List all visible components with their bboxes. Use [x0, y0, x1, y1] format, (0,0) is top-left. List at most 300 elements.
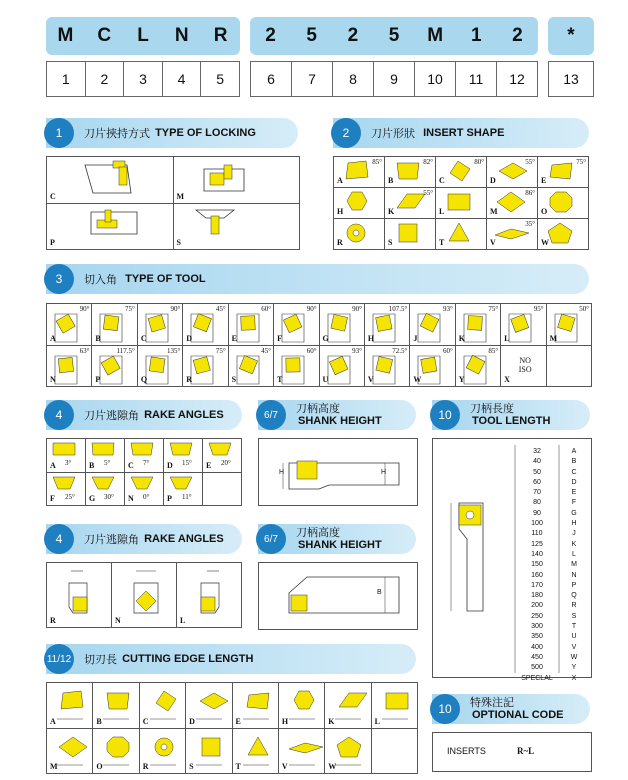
code-char: M — [427, 25, 444, 46]
length-value: 500 — [531, 664, 543, 672]
length-value: 50 — [533, 468, 541, 476]
cell-label: C — [439, 176, 445, 185]
angle-label: 5° — [104, 459, 111, 467]
positions-row-3 — [548, 61, 594, 97]
cell-label: D — [167, 460, 173, 470]
badge: 6/7 — [256, 524, 286, 554]
title-en: SHANK HEIGHT — [298, 415, 382, 427]
cell-label: S — [388, 238, 393, 247]
header-shank1 — [258, 400, 416, 430]
cell-label: Q — [140, 375, 148, 384]
length-value: 300 — [531, 623, 543, 631]
cell-label: S — [189, 762, 194, 771]
tool-grid — [46, 303, 592, 387]
badge: 10 — [430, 694, 460, 724]
tool-cell — [456, 346, 501, 388]
length-value: 400 — [531, 643, 543, 651]
cell-label: L — [439, 207, 445, 216]
shank-width-diagram — [259, 563, 419, 631]
cell-label: M — [490, 207, 498, 216]
badge: 10 — [430, 400, 460, 430]
cutting-cell — [233, 683, 279, 729]
cell-label: E — [206, 460, 212, 470]
title-cn: 切入角 — [84, 274, 117, 286]
angle-label: 60° — [306, 346, 317, 355]
length-letter: T — [571, 623, 577, 631]
length-letter: A — [571, 448, 577, 455]
cell-label: C — [142, 716, 149, 726]
title-en: SHANK HEIGHT — [298, 539, 382, 551]
cell-label: B — [96, 716, 102, 726]
angle-label: 3° — [65, 459, 72, 467]
shape-cell — [385, 157, 436, 188]
shape-cell — [436, 219, 487, 250]
cell-label: D — [490, 176, 496, 185]
cell-label: B — [388, 176, 394, 185]
shape-cell — [487, 157, 538, 188]
cell-label: F — [50, 494, 55, 503]
shank-b-label: B — [377, 589, 382, 596]
angle-label: 72.5° — [392, 346, 408, 355]
rake-direction-cell: R — [47, 563, 112, 628]
tool-cell — [183, 346, 228, 388]
rake-cell — [164, 473, 203, 507]
length-letter: C — [571, 468, 577, 476]
length-letter: X — [571, 674, 577, 682]
code-char: 2 — [265, 25, 276, 46]
badge: 4 — [44, 400, 74, 430]
length-letter: N — [571, 571, 577, 579]
title-en: TOOL LENGTH — [472, 415, 551, 427]
cell-label: V — [490, 238, 496, 247]
cutting-cell — [325, 683, 371, 729]
length-letter: Y — [571, 664, 577, 672]
angle-label: 90° — [170, 305, 181, 313]
cell-label: S — [231, 375, 237, 384]
cutting-cell — [325, 729, 371, 775]
shape-cell — [487, 219, 538, 250]
cell-label: R — [142, 762, 149, 771]
code-letter: N — [174, 25, 189, 46]
code-letters — [46, 17, 240, 55]
angle-label: 55° — [525, 158, 535, 166]
cell-label: T — [235, 762, 241, 771]
cell-label: E — [235, 716, 241, 726]
shape-grid — [333, 156, 589, 250]
position: 10 — [415, 62, 456, 96]
header-rake1 — [46, 400, 242, 430]
tool-cell — [501, 346, 546, 388]
length-letter: M — [571, 561, 577, 569]
position: 3 — [124, 62, 163, 96]
angle-label: 35° — [525, 220, 535, 228]
code-letter: C — [97, 25, 112, 46]
position: 7 — [292, 62, 333, 96]
cell-label: D — [186, 333, 193, 343]
cell-label: G — [322, 333, 329, 343]
clamp-c-diagram — [47, 157, 174, 204]
length-value: 170 — [531, 581, 543, 589]
cell-label: L — [504, 333, 510, 343]
angle-label: 90° — [352, 305, 362, 313]
tool-cell — [92, 346, 137, 388]
title-cn: 切刃長 — [84, 654, 117, 666]
cell-label: J — [413, 333, 418, 343]
angle-label: 60° — [442, 346, 453, 355]
rake-cell — [86, 473, 125, 507]
code-char: 5 — [388, 25, 400, 46]
code-star: * — [548, 17, 594, 55]
tool-cell — [47, 304, 92, 346]
header-toollen — [432, 400, 590, 430]
cell-label: Y — [458, 375, 465, 384]
length-value: 60 — [533, 478, 541, 486]
cutting-cell — [186, 729, 232, 775]
tool-cell — [274, 304, 319, 346]
title-en: TYPE OF TOOL — [125, 273, 206, 285]
cell-label: V — [281, 762, 288, 771]
cell-label: O — [541, 207, 548, 216]
length-letter: K — [571, 540, 577, 548]
cell-label: H — [337, 207, 344, 216]
length-value: 70 — [533, 489, 541, 497]
title-cn: 刀片形狀 — [371, 128, 415, 140]
cell-label: A — [50, 460, 56, 470]
locking-cell: P — [47, 204, 174, 251]
length-value: 250 — [531, 612, 543, 620]
cell-label: O — [96, 762, 103, 771]
tool-cell — [183, 304, 228, 346]
title-cn: 刀柄長度 — [470, 403, 514, 415]
cell-label: W — [541, 238, 549, 247]
cell-label: U — [322, 375, 329, 384]
cell-label: A — [50, 333, 56, 343]
length-value: 150 — [531, 561, 543, 569]
cell-label: N — [128, 494, 134, 503]
tool-cell-empty — [547, 346, 592, 388]
length-list — [517, 447, 557, 684]
clamp-s-diagram — [174, 204, 301, 251]
code-letter: L — [137, 25, 149, 46]
title-en: TYPE OF LOCKING — [155, 127, 256, 139]
angle-label: 55° — [423, 189, 433, 197]
cell-label: N — [50, 375, 56, 384]
angle-label: 45° — [215, 305, 226, 313]
cell-label: B — [95, 333, 101, 343]
title-en: RAKE ANGLES — [144, 533, 224, 545]
cell-label: C — [128, 460, 134, 470]
length-letter: W — [570, 653, 578, 661]
angle-label: 25° — [65, 492, 75, 501]
length-value: 160 — [531, 571, 543, 579]
cell-label: E — [541, 176, 547, 185]
angle-label: 75° — [488, 305, 499, 313]
tool-cell — [320, 304, 365, 346]
tool-cell — [456, 304, 501, 346]
tool-length-box — [432, 438, 592, 682]
shank-h-label: H — [279, 469, 285, 476]
positions-row-1 — [46, 61, 240, 97]
code-char: 5 — [306, 25, 317, 46]
optional-label: INSERTS — [447, 746, 486, 756]
angle-label: 117.5° — [116, 346, 135, 355]
header-locking — [46, 118, 298, 148]
shape-cell — [538, 157, 589, 188]
code-numbers — [250, 17, 538, 55]
badge: 4 — [44, 524, 74, 554]
shank-width-box — [258, 562, 418, 630]
angle-label: 60° — [261, 305, 272, 313]
code-letter: M — [57, 25, 74, 46]
cell-label: T — [277, 375, 283, 384]
position: 13 — [563, 71, 579, 87]
cutting-cell — [233, 729, 279, 775]
cell-label: W — [413, 375, 422, 384]
rake-cell — [47, 473, 86, 507]
tool-cell — [547, 304, 592, 346]
cell-label: R — [337, 238, 343, 247]
cutting-cell — [47, 729, 93, 775]
header-shank2 — [258, 524, 416, 554]
tool-cell — [47, 346, 92, 388]
locking-cell: S — [174, 204, 301, 251]
shape-cell — [334, 157, 385, 188]
code-char: 1 — [470, 25, 482, 46]
rake-cell-empty — [203, 473, 242, 507]
angle-label: 95° — [533, 305, 544, 313]
cutting-cell — [186, 683, 232, 729]
cutting-cell-empty — [372, 729, 418, 775]
angle-label: 20° — [221, 459, 231, 467]
locking-grid — [46, 156, 300, 250]
angle-label: 75° — [215, 346, 226, 355]
angle-label: 7° — [143, 459, 150, 467]
tool-cell — [92, 304, 137, 346]
cell-label: H — [281, 716, 289, 726]
code-char: 2 — [512, 25, 523, 46]
length-letter: B — [571, 458, 577, 466]
length-value: SPECLAL — [521, 674, 553, 682]
length-letter: D — [571, 478, 577, 486]
cell-label: M — [50, 762, 58, 771]
cell-label: C — [140, 333, 147, 343]
insert-s-icon — [385, 219, 436, 250]
shape-cell — [487, 188, 538, 219]
shape-cell — [538, 188, 589, 219]
length-value: 125 — [531, 540, 543, 548]
shape-cell — [436, 157, 487, 188]
cell-label: A — [337, 176, 343, 185]
cell-label: R — [186, 375, 193, 384]
no-iso-label: NO ISO — [518, 355, 532, 374]
badge: 1 — [44, 118, 74, 148]
cutting-grid — [46, 682, 418, 774]
rake-cell — [125, 473, 164, 507]
cell-label: T — [439, 238, 445, 247]
length-value: 350 — [531, 633, 543, 641]
tool-cell — [365, 346, 410, 388]
cell-label: K — [458, 333, 465, 343]
tool-cell — [365, 304, 410, 346]
cell-label: P — [95, 375, 101, 384]
angle-label: 93° — [352, 346, 362, 355]
shank-height-box — [258, 438, 418, 506]
angle-label: 50° — [579, 305, 589, 313]
title-en: INSERT SHAPE — [423, 127, 505, 139]
angle-label: 93° — [442, 305, 453, 313]
length-letter: H — [571, 520, 577, 528]
length-letter: G — [571, 509, 577, 517]
title-cn: 刀柄高度 — [296, 403, 340, 415]
length-letter: V — [571, 643, 577, 651]
length-value: 140 — [531, 550, 543, 558]
rake-direction-cell: L — [177, 563, 242, 628]
header-optional — [432, 694, 590, 724]
length-value: 40 — [533, 458, 541, 466]
title-en: RAKE ANGLES — [144, 409, 224, 421]
length-letter: Q — [571, 592, 577, 600]
rake-grid — [46, 438, 242, 506]
tool-cell — [410, 346, 455, 388]
length-value: 90 — [533, 509, 541, 517]
position: 5 — [216, 71, 225, 87]
shape-cell — [538, 219, 589, 250]
angle-label: 85° — [372, 158, 382, 166]
angle-label: 90° — [79, 305, 90, 313]
tool-cell — [274, 346, 319, 388]
angle-label: 90° — [306, 305, 317, 313]
cell-label: K — [388, 207, 395, 216]
header-shape — [333, 118, 589, 148]
cell-label: K — [328, 716, 335, 726]
position: 1 — [47, 62, 86, 96]
title-cn: 特殊注記 — [470, 697, 514, 709]
length-value: 450 — [531, 653, 543, 661]
code-letter: R — [213, 25, 228, 46]
angle-label: 75° — [125, 305, 135, 313]
tool-cell — [138, 346, 183, 388]
position: 2 — [86, 62, 125, 96]
tool-cell — [501, 304, 546, 346]
position: 9 — [374, 62, 415, 96]
cell-label: H — [367, 333, 375, 343]
cell-label: X — [504, 375, 510, 384]
rake-direction-cell: N — [112, 563, 177, 628]
rake-cell — [47, 439, 86, 473]
cutting-cell — [140, 683, 186, 729]
angle-label: 75° — [576, 158, 586, 166]
angle-label: 63° — [79, 346, 90, 355]
angle-label: 45° — [261, 346, 272, 355]
shape-cell — [334, 219, 385, 250]
cutting-cell — [47, 683, 93, 729]
shape-cell — [436, 188, 487, 219]
angle-label: 107.5° — [388, 305, 408, 313]
clamp-p-diagram — [47, 204, 174, 251]
cell-label: P — [167, 494, 172, 503]
angle-label: 80° — [474, 158, 484, 166]
header-tool — [46, 264, 589, 294]
length-letter: E — [571, 489, 577, 497]
angle-label: 135° — [166, 346, 181, 355]
cutting-cell — [93, 729, 139, 775]
length-letter: P — [571, 581, 577, 589]
optional-code-box — [432, 732, 592, 772]
locking-cell: M — [174, 157, 301, 204]
title-en: OPTIONAL CODE — [472, 709, 564, 721]
tool-cell — [229, 304, 274, 346]
length-letter: L — [572, 550, 576, 558]
cell-label: F — [277, 333, 282, 343]
angle-label: 15° — [182, 459, 192, 467]
cell-label: G — [89, 494, 96, 503]
badge: 6/7 — [256, 400, 286, 430]
badge: 3 — [44, 264, 74, 294]
angle-label: 30° — [104, 492, 114, 501]
length-value: 200 — [531, 602, 543, 610]
cutting-cell — [279, 683, 325, 729]
title-cn: 刀片逃隙角 — [84, 534, 139, 546]
title-cn: 刀片逃隙角 — [84, 410, 139, 422]
position: 8 — [333, 62, 374, 96]
shape-cell — [334, 188, 385, 219]
rake-cell — [164, 439, 203, 473]
locking-cell: C — [47, 157, 174, 204]
rake-cell — [125, 439, 164, 473]
length-value: 80 — [533, 499, 541, 507]
tool-cell — [320, 346, 365, 388]
length-value: 100 — [531, 520, 543, 528]
length-letter: J — [572, 530, 576, 538]
rake-cell — [86, 439, 125, 473]
header-rake2 — [46, 524, 242, 554]
title-cn: 刀柄高度 — [296, 527, 340, 539]
cutting-cell — [372, 683, 418, 729]
position: 12 — [509, 71, 525, 87]
positions-row-2 — [250, 61, 538, 97]
length-letter: F — [571, 499, 577, 507]
cell-label: W — [328, 762, 337, 771]
position: 4 — [163, 62, 202, 96]
cell-label: M — [549, 333, 558, 343]
position: 11 — [456, 62, 497, 96]
angle-label: 11° — [182, 492, 192, 501]
length-letter: S — [571, 612, 577, 620]
cell-label: L — [374, 716, 380, 726]
length-value: 110 — [531, 530, 543, 538]
angle-label: 82° — [423, 158, 433, 166]
cell-label: E — [231, 333, 237, 343]
cell-label: V — [367, 375, 374, 384]
cell-label: A — [50, 716, 56, 726]
code-char: 2 — [347, 25, 359, 46]
length-letter: U — [571, 633, 577, 641]
rake-cell — [203, 439, 242, 473]
badge: 2 — [331, 118, 361, 148]
tool-cell — [138, 304, 183, 346]
shank-h-label: H — [381, 469, 387, 476]
angle-label: 0° — [143, 492, 150, 501]
rake-direction-grid — [46, 562, 242, 628]
cutting-cell — [279, 729, 325, 775]
cutting-cell — [93, 683, 139, 729]
title-cn: 刀片挾持方式 — [84, 128, 150, 140]
length-letter-list — [561, 447, 587, 684]
tool-cell — [229, 346, 274, 388]
angle-label: 85° — [488, 346, 499, 355]
title-en: CUTTING EDGE LENGTH — [122, 653, 254, 665]
clamp-m-diagram — [174, 157, 301, 204]
